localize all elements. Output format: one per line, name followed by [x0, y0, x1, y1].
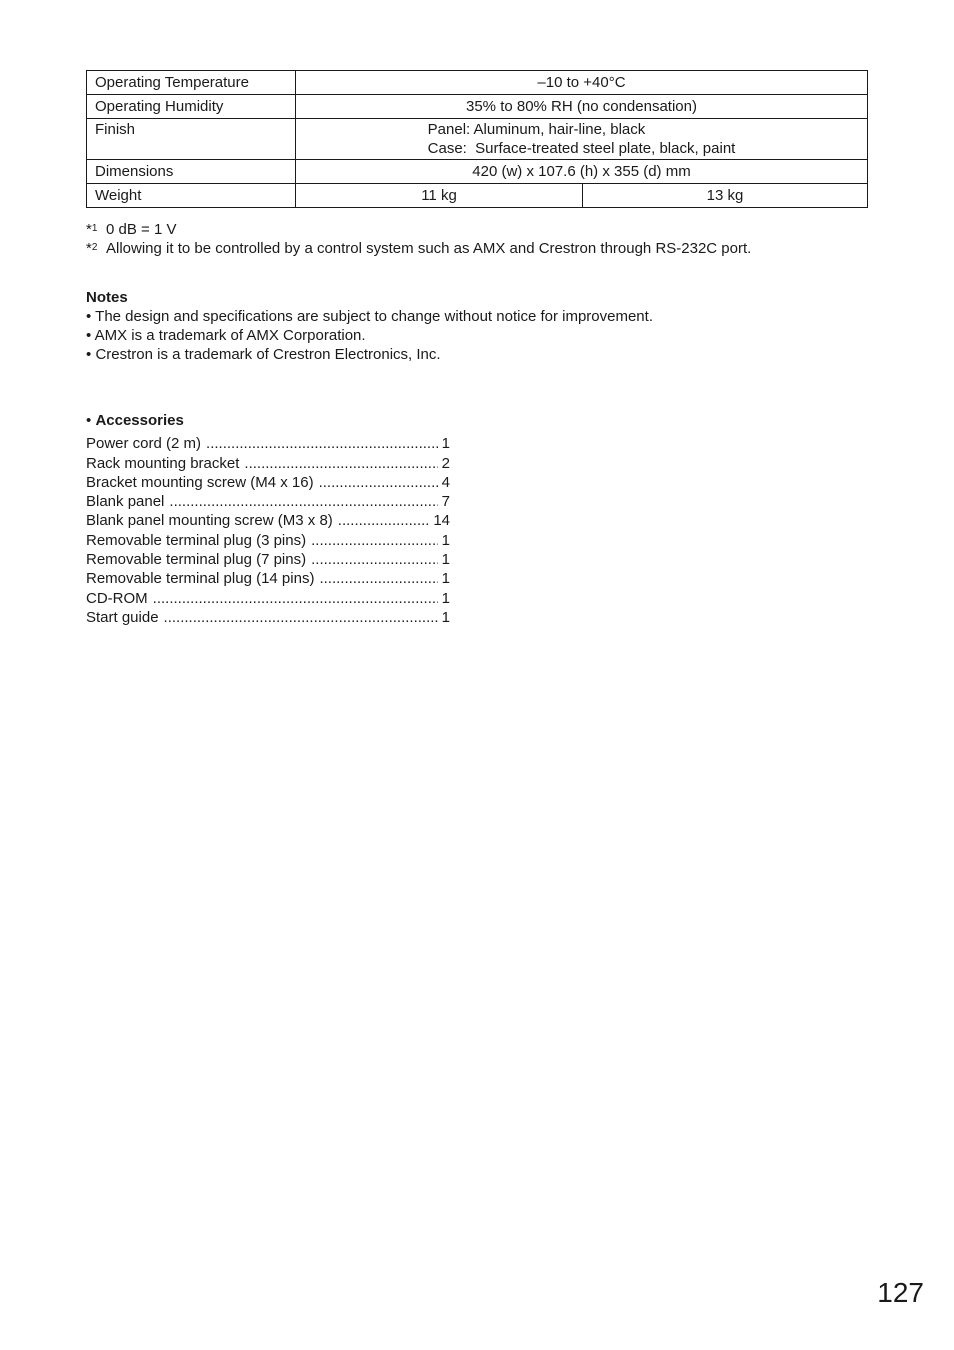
accessory-name: Power cord (2 m)	[86, 435, 202, 453]
leader-dots	[311, 531, 438, 550]
spec-label: Operating Humidity	[87, 95, 296, 119]
accessory-item	[86, 608, 450, 627]
finish-panel-line: Panel: Aluminum, hair-line, black	[427, 121, 646, 138]
accessory-item	[86, 550, 450, 569]
spec-value: 35% to 80% RH (no condensation)	[296, 95, 868, 119]
bullet-mark: •	[86, 412, 92, 429]
accessory-item	[86, 531, 450, 550]
accessory-qty: 1	[441, 551, 450, 569]
leader-dots	[153, 589, 438, 608]
footnote-marker	[86, 220, 106, 239]
accessory-item	[86, 454, 450, 473]
leader-dots	[311, 550, 438, 569]
notes-item-text: Crestron is a trademark of Crestron Electronics, Inc.	[95, 346, 441, 363]
spec-row-operating-humidity	[87, 95, 868, 119]
accessory-item	[86, 473, 450, 492]
spec-value	[296, 119, 868, 160]
leader-dots	[244, 454, 437, 473]
notes-item-text: AMX is a trademark of AMX Corporation.	[94, 327, 366, 344]
footnote-number: 2	[91, 242, 98, 253]
leader-dots	[319, 473, 438, 492]
accessory-qty: 1	[441, 570, 450, 588]
footnote-text: Allowing it to be controlled by a control system such as AMX and Crestron through RS-232C port.	[106, 240, 752, 257]
leader-dots	[319, 569, 437, 588]
notes-item-text: The design and specifications are subject to change without notice for improvement.	[95, 308, 653, 325]
spec-label: Finish	[87, 119, 296, 160]
spec-value-model-b: 13 kg	[583, 184, 868, 208]
spec-row-weight	[87, 184, 868, 208]
notes-title: Notes	[86, 289, 128, 306]
leader-dots	[206, 434, 438, 453]
leader-dots	[338, 511, 430, 530]
accessory-name: CD-ROM	[86, 589, 148, 607]
footnote-asterisk: *	[86, 240, 92, 257]
accessories-section	[86, 411, 450, 627]
accessory-item	[86, 434, 450, 453]
accessory-qty: 14	[433, 512, 450, 530]
finish-lines	[428, 120, 736, 158]
footnote-2	[86, 239, 751, 258]
bullet-mark: •	[86, 346, 92, 363]
accessory-qty: 1	[441, 531, 450, 549]
accessory-qty: 1	[441, 435, 450, 453]
accessory-name: Blank panel mounting screw (M3 x 8)	[86, 512, 333, 530]
notes-section	[86, 288, 653, 364]
finish-case-line: Case: Surface-treated steel plate, black, paint	[427, 140, 736, 157]
accessories-title	[86, 411, 450, 430]
spec-row-operating-temperature	[87, 71, 868, 95]
accessory-item	[86, 511, 450, 530]
bullet-mark: •	[86, 327, 92, 344]
accessory-name: Start guide	[86, 608, 159, 626]
page-number: 127	[877, 1277, 924, 1308]
bullet-mark: •	[86, 308, 92, 325]
footnotes	[86, 220, 751, 258]
spec-row-dimensions	[87, 160, 868, 184]
accessory-name: Removable terminal plug (7 pins)	[86, 551, 307, 569]
spec-value-model-a: 11 kg	[296, 184, 583, 208]
notes-item	[86, 307, 653, 326]
specifications-table	[86, 70, 868, 208]
spec-value: 420 (w) x 107.6 (h) x 355 (d) mm	[296, 160, 868, 184]
spec-label: Operating Temperature	[87, 71, 296, 95]
notes-item	[86, 345, 653, 364]
accessory-name: Removable terminal plug (14 pins)	[86, 570, 315, 588]
accessory-qty: 2	[441, 454, 450, 472]
leader-dots	[164, 608, 438, 627]
spec-row-finish	[87, 119, 868, 160]
footnote-text: 0 dB = 1 V	[106, 221, 177, 238]
accessory-name: Rack mounting bracket	[86, 454, 240, 472]
footnote-marker	[86, 239, 106, 258]
footnote-asterisk: *	[86, 221, 92, 238]
accessory-qty: 1	[441, 589, 450, 607]
accessory-name: Bracket mounting screw (M4 x 16)	[86, 473, 314, 491]
accessory-name: Removable terminal plug (3 pins)	[86, 531, 307, 549]
footnote-number: 1	[91, 223, 98, 234]
notes-item	[86, 326, 653, 345]
accessory-item	[86, 569, 450, 588]
footnote-1	[86, 220, 751, 239]
spec-value: –10 to +40°C	[296, 71, 868, 95]
spec-label: Dimensions	[87, 160, 296, 184]
accessory-item	[86, 589, 450, 608]
accessory-name: Blank panel	[86, 493, 165, 511]
accessory-qty: 4	[441, 473, 450, 491]
accessory-item	[86, 492, 450, 511]
spec-label: Weight	[87, 184, 296, 208]
accessory-qty: 7	[441, 493, 450, 511]
leader-dots	[169, 492, 437, 511]
accessories-title-text: Accessories	[95, 412, 184, 429]
accessory-qty: 1	[441, 608, 450, 626]
